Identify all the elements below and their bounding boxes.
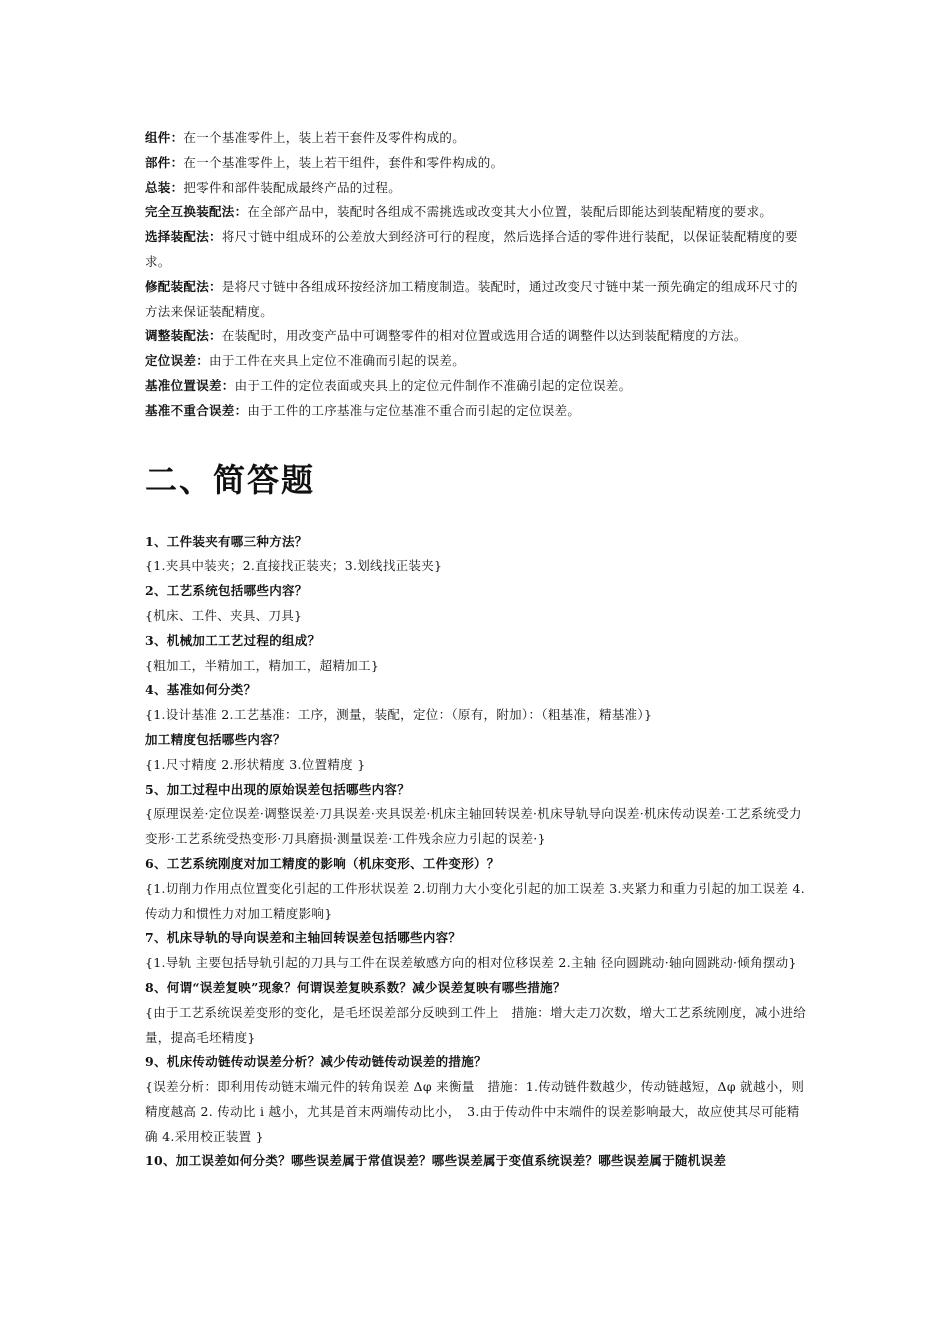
definition-text: 在一个基准零件上，装上若干组件，套件和零件构成的。 xyxy=(183,154,504,170)
question: 加工精度包括哪些内容？ xyxy=(145,731,286,747)
question: 7、机床导轨的导向误差和主轴回转误差包括哪些内容？ xyxy=(145,930,462,946)
definition-text: 由于工件在夹具上定位不准确而引起的误差。 xyxy=(209,353,466,369)
definition-term: 基准不重合误差： xyxy=(145,402,248,418)
definitions-list xyxy=(145,126,810,424)
definition-term: 选择装配法： xyxy=(145,229,222,245)
answer: {误差分析：即利用传动链末端元件的转角误差 Δφ 来衡量 措施：1.传动链件数越少，传动链越短，Δφ 就越小，则精度越高 2. 传动比 i 越小，尤其是首末两端传动比小， 3.由于传动件中末端件的误差影响最大，故应使其尽可能精确 4.采用校正装置 } xyxy=(145,1079,805,1144)
answer: {粗加工，半精加工，精加工，超精加工} xyxy=(145,657,380,673)
document-page xyxy=(145,126,810,1174)
question: 4、基准如何分类？ xyxy=(145,682,257,698)
question: 10、加工误差如何分类？哪些误差属于常值误差？哪些误差属于变值系统误差？哪些误差属于随机误差 xyxy=(145,1153,727,1169)
definition-item xyxy=(145,151,810,176)
qa-list xyxy=(145,530,810,1175)
definition-text: 由于工件的工序基准与定位基准不重合而引起的定位误差。 xyxy=(247,402,581,418)
answer: {1.导轨 主要包括导轨引起的刀具与工件在误差敏感方向的相对位移误差 2.主轴 径向圆跳动·轴向圆跳动·倾角摆动} xyxy=(145,955,797,971)
definition-item xyxy=(145,374,810,399)
definition-text: 把零件和部件装配成最终产品的过程。 xyxy=(183,179,402,195)
definition-term: 定位误差： xyxy=(145,353,210,369)
answer: {由于工艺系统误差变形的变化，是毛坯误差部分反映到工件上 措施：增大走刀次数，增大工艺系统刚度，减小进给量，提高毛坯精度} xyxy=(145,1004,807,1045)
definition-item xyxy=(145,225,810,275)
answer: {1.尺寸精度 2.形状精度 3.位置精度 } xyxy=(145,756,366,772)
definition-item xyxy=(145,126,810,151)
definition-text: 是将尺寸链中各组成环按经济加工精度制造。装配时，通过改变尺寸链中某一预先确定的组成环尺寸的方法来保证装配精度。 xyxy=(145,278,798,319)
definition-term: 修配装配法： xyxy=(145,278,222,294)
definition-item xyxy=(145,176,810,201)
definition-item xyxy=(145,324,810,349)
definition-term: 基准位置误差： xyxy=(145,377,235,393)
section-heading: 二、简答题 xyxy=(145,460,316,499)
definition-term: 部件： xyxy=(145,154,184,170)
definition-text: 在一个基准零件上，装上若干套件及零件构成的。 xyxy=(183,130,466,145)
definition-term: 组件： xyxy=(145,130,184,145)
definition-term: 完全互换装配法： xyxy=(145,204,248,220)
answer: {1.夹具中装夹；2.直接找正装夹；3.划线找正装夹} xyxy=(145,558,443,574)
answer: {1.设计基准 2.工艺基准：工序，测量，装配，定位：（原有，附加）：（粗基准，精基准）} xyxy=(145,707,653,723)
definition-text: 在全部产品中，装配时各组成不需挑选或改变其大小位置，装配后即能达到装配精度的要求。 xyxy=(247,204,773,220)
question: 8、何谓“误差复映”现象？何谓误差复映系数？减少误差复映有哪些措施？ xyxy=(145,979,566,995)
answer: {1.切削力作用点位置变化引起的工件形状误差 2.切削力大小变化引起的加工误差 3.夹紧力和重力引起的加工误差 4.传动力和惯性力对加工精度影响} xyxy=(145,880,805,921)
definition-term: 调整装配法： xyxy=(145,328,222,344)
question: 3、机械加工工艺过程的组成？ xyxy=(145,632,321,648)
definition-item xyxy=(145,275,810,325)
definition-term: 总装： xyxy=(145,179,184,195)
answer: {原理误差·定位误差·调整误差·刀具误差·夹具误差·机床主轴回转误差·机床导轨导向误差·机床传动误差·工艺系统受力变形·工艺系统受热变形·刀具磨损·测量误差·工件残余应力引起的误差·} xyxy=(145,806,802,847)
definition-text: 将尺寸链中组成环的公差放大到经济可行的程度，然后选择合适的零件进行装配，以保证装配精度的要求。 xyxy=(145,229,798,269)
question: 9、机床传动链传动误差分析？减少传动链传动误差的措施？ xyxy=(145,1054,487,1070)
definition-text: 由于工件的定位表面或夹具上的定位元件制作不准确引起的定位误差。 xyxy=(234,377,632,393)
definition-item xyxy=(145,200,810,225)
definition-item xyxy=(145,349,810,374)
definition-item xyxy=(145,399,810,424)
question: 5、加工过程中出现的原始误差包括哪些内容？ xyxy=(145,781,410,797)
definition-text: 在装配时，用改变产品中可调整零件的相对位置或选用合适的调整件以达到装配精度的方法。 xyxy=(221,328,747,344)
question: 6、工艺系统刚度对加工精度的影响（机床变形、工件变形）？ xyxy=(145,855,500,871)
answer: {机床、工件、夹具、刀具} xyxy=(145,607,303,623)
question: 1、工件装夹有哪三种方法？ xyxy=(145,533,308,549)
question: 2、工艺系统包括哪些内容？ xyxy=(145,583,308,599)
